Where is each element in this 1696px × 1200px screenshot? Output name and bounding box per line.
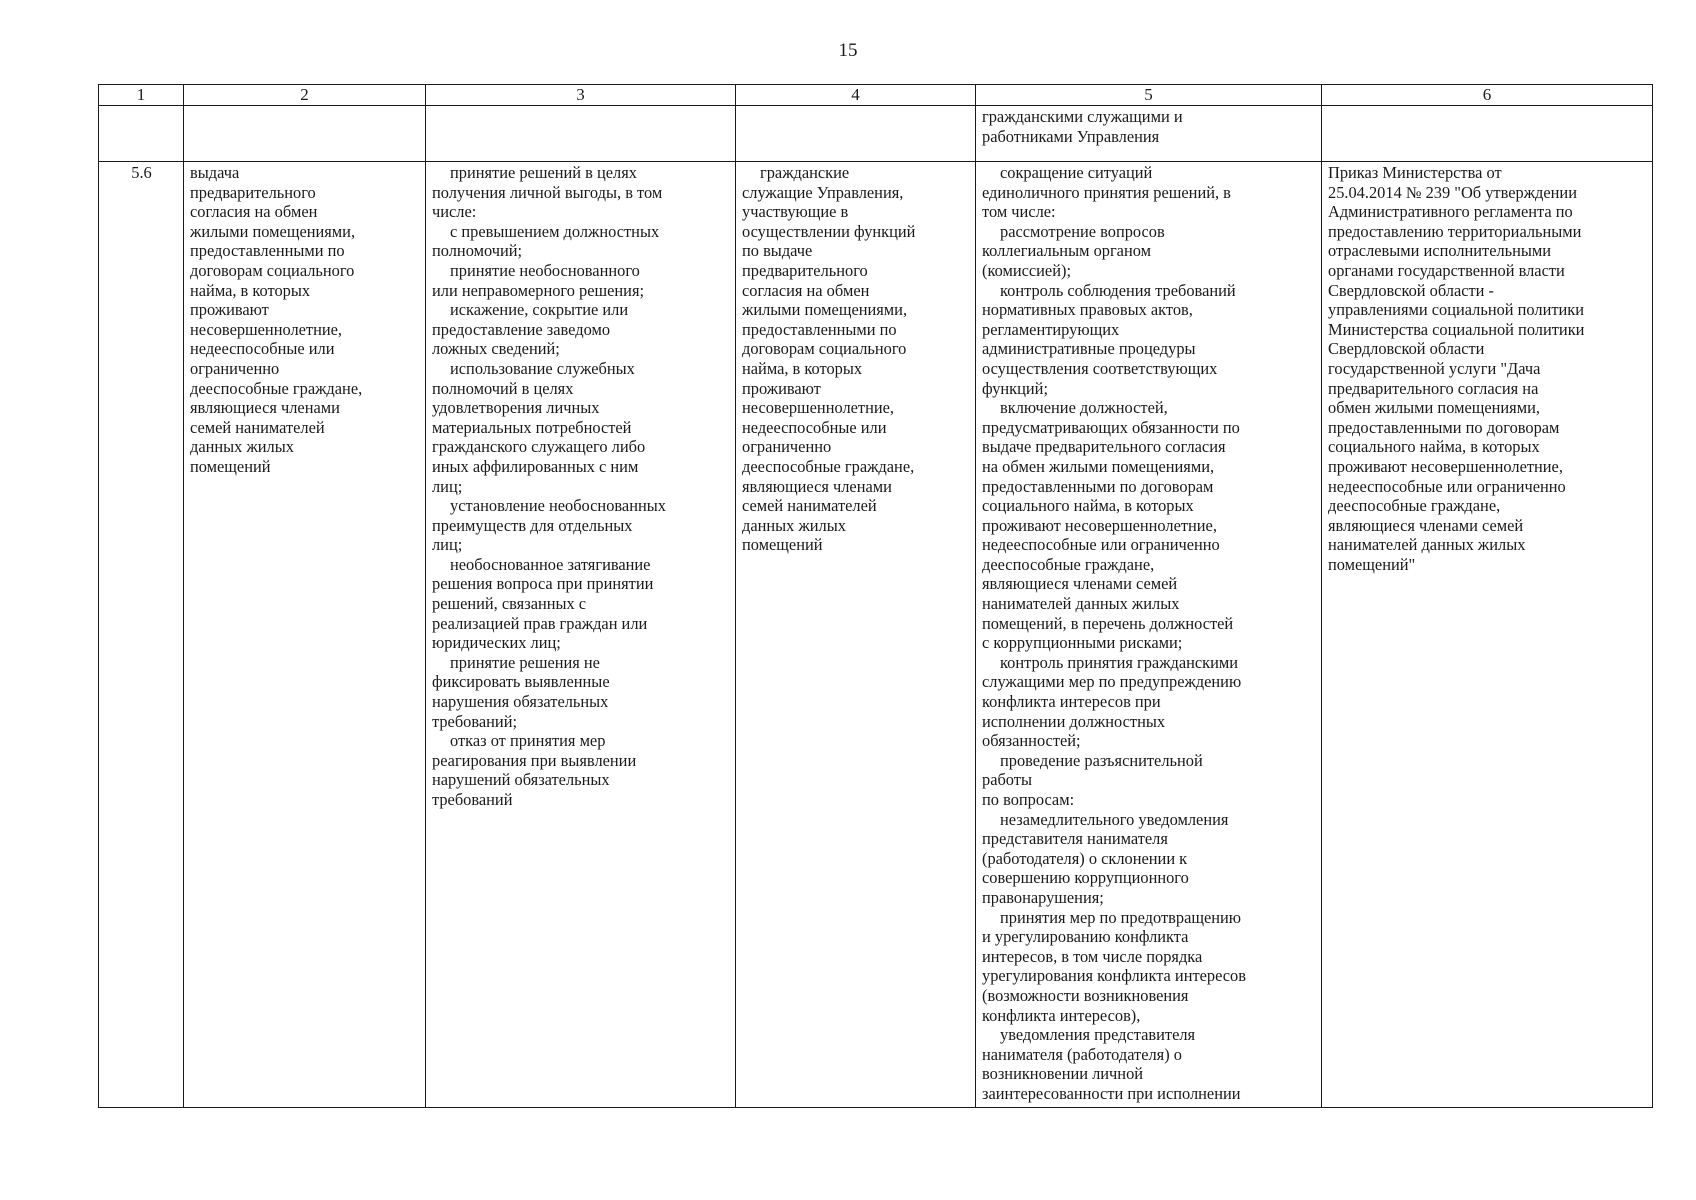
cell-text-line: фиксировать выявленные (432, 672, 610, 692)
cell-text-line: правонарушения; (982, 887, 1104, 907)
cell-text-line: ограниченно (190, 358, 280, 378)
positions-cell (736, 162, 976, 1108)
cell-text-line: договорам социального (190, 260, 355, 280)
cell-text-line: выдача (190, 163, 240, 182)
cell-text-line: незамедлительного уведомления (1000, 809, 1229, 829)
cell-text-line: предоставленными по договорам (982, 476, 1214, 496)
cell-text-line: полномочий в целях (432, 378, 574, 398)
cell-text-line: дееспособные граждане, (742, 456, 915, 476)
cell-text-line: управлениями социальной политики (1328, 300, 1585, 320)
cell-text-line: уведомления представителя (1000, 1025, 1196, 1045)
cont-cell-5 (976, 106, 1322, 162)
cont-line: гражданскими служащими и (982, 107, 1183, 126)
cell-text-line: конфликта интересов при (982, 692, 1161, 712)
cell-text-line: регламентирующих (982, 319, 1120, 339)
cell-text-line: нанимателя (работодателя) о (982, 1044, 1182, 1064)
cell-text-line: контроль соблюдения требований (1000, 280, 1236, 300)
cell-text-line: представителя нанимателя (982, 829, 1168, 849)
cell-text-line: Министерства социальной политики (1328, 319, 1585, 339)
cell-text-line: нанимателей данных жилых (982, 594, 1180, 614)
column-header-3: 3 (426, 85, 736, 106)
cell-text-line: интересов, в том числе порядка (982, 946, 1203, 966)
cell-text-line: осуществлении функций (742, 221, 916, 241)
cell-text-line: предоставленными по (742, 319, 897, 339)
cell-text-line: коллегиальным органом (982, 241, 1151, 261)
cell-text-line: иных аффилированных с ним (432, 456, 639, 476)
cell-text-line: получения личной выгоды, в том (432, 182, 663, 202)
cell-text-line: недееспособные или ограниченно (1328, 476, 1566, 496)
column-header-6: 6 (1322, 85, 1653, 106)
cell-text-line: предоставленными по договорам (1328, 417, 1560, 437)
cell-text-line: выдаче предварительного согласия (982, 437, 1226, 457)
risk-table (98, 84, 1653, 1108)
cell-text-line: необоснованное затягивание (450, 554, 651, 574)
cell-text-line: найма, в которых (190, 280, 311, 300)
risk-description-cell (426, 162, 736, 1108)
cell-text-line: лиц; (432, 476, 463, 496)
cell-text-line: исполнении должностных (982, 711, 1166, 731)
cell-text-line: материальных потребностей (432, 417, 632, 437)
cell-text-line: административные процедуры (982, 339, 1196, 359)
cell-text-line: социального найма, в которых (1328, 437, 1540, 457)
cell-text-line: юридических лиц; (432, 633, 561, 653)
cell-text-line: контроль принятия гражданскими (1000, 652, 1239, 672)
cell-text-line: нарушения обязательных (432, 692, 609, 712)
cell-text-line: Свердловской области - (1328, 280, 1495, 300)
cell-text-line: реализацией прав граждан или (432, 613, 648, 633)
cell-text-line: являющиеся членами (742, 476, 892, 496)
measures-cell (976, 162, 1322, 1108)
cell-text-line: обмен жилыми помещениями, (1328, 398, 1540, 418)
cell-text-line: возникновении личной (982, 1064, 1144, 1084)
cell-text-line: органами государственной власти (1328, 260, 1565, 280)
cell-text-line: рассмотрение вопросов (1000, 221, 1165, 241)
cont-cell-6 (1322, 106, 1653, 162)
cell-text-line: государственной услуги "Дача (1328, 358, 1541, 378)
cell-text-line: включение должностей, (1000, 398, 1168, 418)
cell-text-line: участвующие в (742, 202, 849, 222)
cell-text-line: предварительного согласия на (1328, 378, 1539, 398)
cell-text-line: ложных сведений; (432, 339, 560, 359)
cell-text-line: семей нанимателей (190, 417, 325, 437)
cell-text-line: преимуществ для отдельных (432, 515, 633, 535)
cell-text-line: или неправомерного решения; (432, 280, 645, 300)
column-header-2: 2 (184, 85, 426, 106)
cell-text-line: дееспособные граждане, (1328, 496, 1501, 516)
cell-text-line: гражданского служащего либо (432, 437, 646, 457)
cell-text-line: функций; (982, 378, 1049, 398)
cell-text-line: предоставленными по (190, 241, 345, 261)
cell-text-line: проживают (742, 378, 821, 398)
cell-text-line: требований; (432, 711, 518, 731)
cell-text-line: и урегулированию конфликта (982, 927, 1189, 947)
page-number: 15 (838, 40, 858, 61)
cell-text-line: данных жилых (190, 437, 294, 457)
continuation-row (99, 106, 1653, 162)
cell-text-line: на обмен жилыми помещениями, (982, 456, 1215, 476)
cell-text-line: осуществления соответствующих (982, 358, 1218, 378)
cell-text-line: являющиеся членами (190, 398, 340, 418)
cell-text-line: семей нанимателей (742, 496, 877, 516)
cell-text-line: жилыми помещениями, (190, 221, 356, 241)
cell-text-line: с превышением должностных (450, 221, 660, 241)
cell-text-line: по выдаче (742, 241, 813, 261)
cell-text-line: решения вопроса при принятии (432, 574, 654, 594)
cell-text-line: дееспособные граждане, (982, 554, 1155, 574)
cont-cell-4 (736, 106, 976, 162)
cont-cell-2 (184, 106, 426, 162)
cell-text-line: удовлетворения личных (432, 398, 600, 418)
cell-text-line: несовершеннолетние, (190, 319, 342, 339)
cell-text-line: предварительного (190, 182, 316, 202)
cell-text-line: нормативных правовых актов, (982, 300, 1193, 320)
cont-line: работниками Управления (982, 126, 1160, 146)
cell-text-line: единоличного принятия решений, в (982, 182, 1231, 202)
cell-text-line: искажение, сокрытие или (450, 300, 629, 320)
cell-text-line: установление необоснованных (450, 496, 666, 516)
cell-text-line: предоставление заведомо (432, 319, 611, 339)
cell-text-line: предварительного (742, 260, 868, 280)
cell-text-line: (возможности возникновения (982, 985, 1189, 1005)
cell-text-line: недееспособные или (190, 339, 335, 359)
cell-text-line: работы (982, 770, 1032, 790)
cell-text-line: договорам социального (742, 339, 907, 359)
cell-text-line: использование служебных (450, 358, 635, 378)
cell-text-line: ограниченно (742, 437, 832, 457)
cell-text-line: найма, в которых (742, 358, 863, 378)
cell-text-line: помещений (742, 535, 823, 555)
cell-text-line: являющиеся членами семей (982, 574, 1178, 594)
column-header-5: 5 (976, 85, 1322, 106)
cell-text-line: гражданские (760, 163, 850, 182)
cell-text-line: служащие Управления, (742, 182, 904, 202)
cell-text-line: проживают несовершеннолетние, (982, 515, 1217, 535)
cell-text-line: принятие решения не (450, 652, 600, 672)
column-number-row (99, 85, 1653, 106)
cell-text-line: социального найма, в которых (982, 496, 1194, 516)
cell-text-line: отраслевыми исполнительными (1328, 241, 1552, 261)
cell-text-line: (комиссией); (982, 260, 1071, 280)
cell-text-line: несовершеннолетние, (742, 398, 894, 418)
function-cell (184, 162, 426, 1108)
cell-text-line: проведение разъяснительной (1000, 750, 1203, 770)
column-header-1: 1 (99, 85, 184, 106)
cell-text-line: урегулирования конфликта интересов (982, 966, 1246, 986)
table-row (99, 162, 1653, 1108)
cell-text-line: с коррупционными рисками; (982, 633, 1183, 653)
cell-text-line: полномочий; (432, 241, 523, 261)
cell-text-line: принятие решений в целях (450, 163, 637, 182)
cell-text-line: Свердловской области (1328, 339, 1485, 359)
cell-text-line: Административного регламента по (1328, 202, 1573, 222)
legal-basis-cell (1322, 162, 1653, 1108)
cont-cell-3 (426, 106, 736, 162)
cell-text-line: нанимателей данных жилых (1328, 535, 1526, 555)
cell-text-line: требований (432, 790, 513, 809)
cont-cell-1 (99, 106, 184, 162)
cell-text-line: жилыми помещениями, (742, 300, 908, 320)
cell-text-line: согласия на обмен (190, 202, 318, 222)
cell-text-line: 25.04.2014 № 239 "Об утверждении (1328, 182, 1577, 202)
cell-text-line: по вопросам: (982, 790, 1075, 809)
cell-text-line: Приказ Министерства от (1328, 163, 1502, 182)
cell-text-line: совершению коррупционного (982, 868, 1189, 888)
column-header-4: 4 (736, 85, 976, 106)
cell-text-line: помещений (190, 456, 271, 476)
cell-text-line: принятия мер по предотвращению (1000, 907, 1242, 927)
cell-text-line: решений, связанных с (432, 594, 587, 614)
cell-text-line: недееспособные или (742, 417, 887, 437)
cell-text-line: нарушений обязательных (432, 770, 610, 790)
cell-text-line: служащими мер по предупреждению (982, 672, 1242, 692)
cell-text-line: согласия на обмен (742, 280, 870, 300)
cell-text-line: заинтересованности при исполнении (982, 1083, 1241, 1103)
cell-text-line: сокращение ситуаций (1000, 163, 1153, 182)
cell-text-line: дееспособные граждане, (190, 378, 363, 398)
cell-text-line: (работодателя) о склонении к (982, 848, 1188, 868)
cell-text-line: числе: (432, 202, 477, 222)
cell-text-line: принятие необоснованного (450, 260, 640, 280)
cell-text-line: являющиеся членами семей (1328, 515, 1524, 535)
cell-text-line: лиц; (432, 535, 463, 555)
cell-text-line: реагирования при выявлении (432, 750, 637, 770)
cell-text-line: проживают (190, 300, 269, 320)
cell-text-line: предусматривающих обязанности по (982, 417, 1240, 437)
cell-text-line: недееспособные или ограниченно (982, 535, 1220, 555)
row-number: 5.6 (99, 162, 184, 1108)
cell-text-line: предоставлению территориальными (1328, 221, 1582, 241)
cell-text-line: помещений, в перечень должностей (982, 613, 1234, 633)
cell-text-line: отказ от принятия мер (450, 731, 606, 751)
cell-text-line: проживают несовершеннолетние, (1328, 456, 1563, 476)
cell-text-line: обязанностей; (982, 731, 1081, 751)
cell-text-line: том числе: (982, 202, 1056, 222)
cell-text-line: помещений" (1328, 554, 1416, 574)
cell-text-line: данных жилых (742, 515, 846, 535)
cell-text-line: конфликта интересов), (982, 1005, 1141, 1025)
